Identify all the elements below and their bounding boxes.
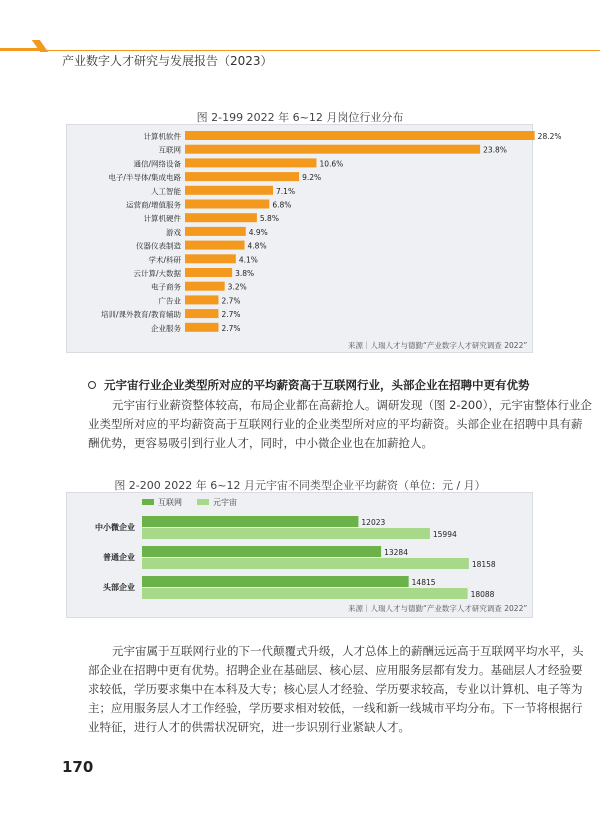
bullet-circle-icon — [88, 381, 96, 389]
category-label: 学术/科研 — [148, 255, 181, 265]
value-label: 12023 — [361, 518, 386, 527]
figure-1-title: 图 2-199 2022 年 6~12 月岗位行业分布 — [196, 111, 404, 124]
bar — [185, 309, 218, 318]
bar — [142, 546, 381, 557]
paragraph-1-line: 业类型所对应的平均薪资高于互联网行业的企业类型所对应的平均薪资。头部企业在招聘中具有薪 — [88, 417, 583, 431]
category-label: 中小微企业 — [95, 523, 135, 532]
section-heading: 元宇宙行业企业类型所对应的平均薪资高于互联网行业，头部企业在招聘中更有优势 — [104, 378, 530, 392]
category-label: 普通企业 — [103, 553, 135, 562]
category-label: 仪器仪表制造 — [136, 241, 181, 251]
value-label: 15994 — [432, 530, 457, 539]
value-label: 14815 — [411, 578, 436, 587]
paragraph-2-line: 元宇宙属于互联网行业的下一代颠覆式升级，人才总体上的薪酬远远高于互联网平均水平，头 — [112, 644, 584, 658]
value-label: 3.8% — [235, 269, 255, 278]
legend-swatch — [142, 499, 154, 505]
paragraph-2-line: 主；应用服务层人才工作经验，学历要求相对较低，一线和新一线城市平均分布。下一节将根据行 — [88, 701, 583, 715]
chart-1-svg — [67, 125, 562, 352]
category-label: 电子/半导体/集成电路 — [108, 173, 181, 183]
figure-1-chart — [66, 124, 562, 353]
bar — [185, 145, 480, 154]
bar — [185, 213, 257, 222]
category-label: 计算机软件 — [143, 132, 181, 141]
bar — [185, 186, 273, 195]
paragraph-2 — [88, 642, 584, 737]
value-label: 2.7% — [221, 296, 241, 306]
bar — [185, 295, 218, 304]
value-label: 18088 — [470, 590, 495, 599]
bar — [185, 227, 246, 236]
figure-2-chart — [66, 492, 533, 618]
category-label: 通信/网络设备 — [133, 159, 181, 169]
value-label: 3.2% — [227, 282, 247, 292]
bar — [185, 268, 232, 277]
bar — [185, 200, 269, 209]
legend-swatch — [197, 499, 209, 505]
legend-label: 元宇宙 — [213, 498, 237, 507]
paragraph-1 — [88, 396, 592, 453]
bar — [185, 241, 245, 250]
running-header: 产业数字人才研究与发展报告（2023） — [62, 54, 273, 68]
value-label: 10.6% — [319, 159, 344, 169]
figure-2-source: 来源｜人瑞人才与德勤“产业数字人才研究调查 2022” — [348, 604, 528, 613]
bar — [142, 558, 469, 569]
value-label: 7.1% — [276, 186, 296, 196]
category-label: 云计算/大数据 — [133, 269, 181, 278]
bar — [185, 282, 225, 291]
value-label: 28.2% — [537, 132, 562, 141]
bar — [142, 576, 409, 587]
chart-2-svg — [67, 493, 532, 617]
header-rule — [44, 50, 600, 51]
paragraph-1-line: 元宇宙行业薪资整体较高，布局企业都在高薪抢人。调研发现（图 2-200），元宇宙整体行业企 — [112, 398, 592, 412]
value-label: 5.8% — [259, 214, 279, 224]
value-label: 4.8% — [247, 241, 267, 251]
bar — [185, 158, 316, 167]
bar — [185, 131, 535, 140]
category-label: 互联网 — [158, 145, 181, 155]
category-label: 培训/课外教育/教育辅助 — [100, 310, 181, 320]
value-label: 18158 — [471, 560, 496, 569]
legend-label: 互联网 — [158, 498, 182, 507]
value-label: 23.8% — [483, 145, 507, 155]
figure-2-title: 图 2-200 2022 年 6~12 月元宇宙不同类型企业平均薪资（单位：元 / 月） — [114, 479, 486, 492]
bar — [185, 172, 299, 181]
bar — [142, 528, 430, 539]
paragraph-2-line: 业特征，进行人才的供需状况研究，进一步识别行业紧缺人才。 — [88, 720, 410, 734]
category-label: 电子商务 — [151, 282, 181, 292]
value-label: 4.1% — [238, 255, 258, 265]
category-label: 头部企业 — [103, 583, 135, 592]
category-label: 游戏 — [166, 227, 181, 237]
value-label: 13284 — [384, 548, 408, 557]
paragraph-2-line: 部企业在招聘中更有优势。招聘企业在基础层、核心层、应用服务层都有发力。基础层人才经验要 — [88, 663, 583, 677]
bar — [142, 588, 468, 599]
paragraph-1-line: 酬优势，更容易吸引到行业人才，同时，中小微企业也在加薪抢人。 — [88, 436, 433, 450]
value-label: 6.8% — [272, 200, 292, 210]
bar — [185, 323, 218, 332]
figure-1-source: 来源｜人瑞人才与德勤“产业数字人才研究调查 2022” — [348, 341, 528, 350]
value-label: 2.7% — [221, 310, 241, 320]
category-label: 人工智能 — [151, 186, 181, 196]
value-label: 9.2% — [302, 173, 322, 183]
category-label: 计算机硬件 — [143, 214, 181, 224]
category-label: 企业服务 — [151, 323, 181, 333]
page-number: 170 — [62, 758, 94, 776]
bar — [142, 516, 358, 527]
header-accent-bar — [0, 48, 40, 51]
category-label: 广告业 — [158, 296, 181, 306]
value-label: 2.7% — [221, 323, 241, 333]
paragraph-2-line: 求较低，学历要求集中在本科及大专；核心层人才经验、学历要求较高，专业以计算机、电子等为 — [88, 682, 583, 696]
bar — [185, 254, 236, 263]
category-label: 运营商/增值服务 — [125, 200, 181, 210]
value-label: 4.9% — [248, 227, 268, 237]
